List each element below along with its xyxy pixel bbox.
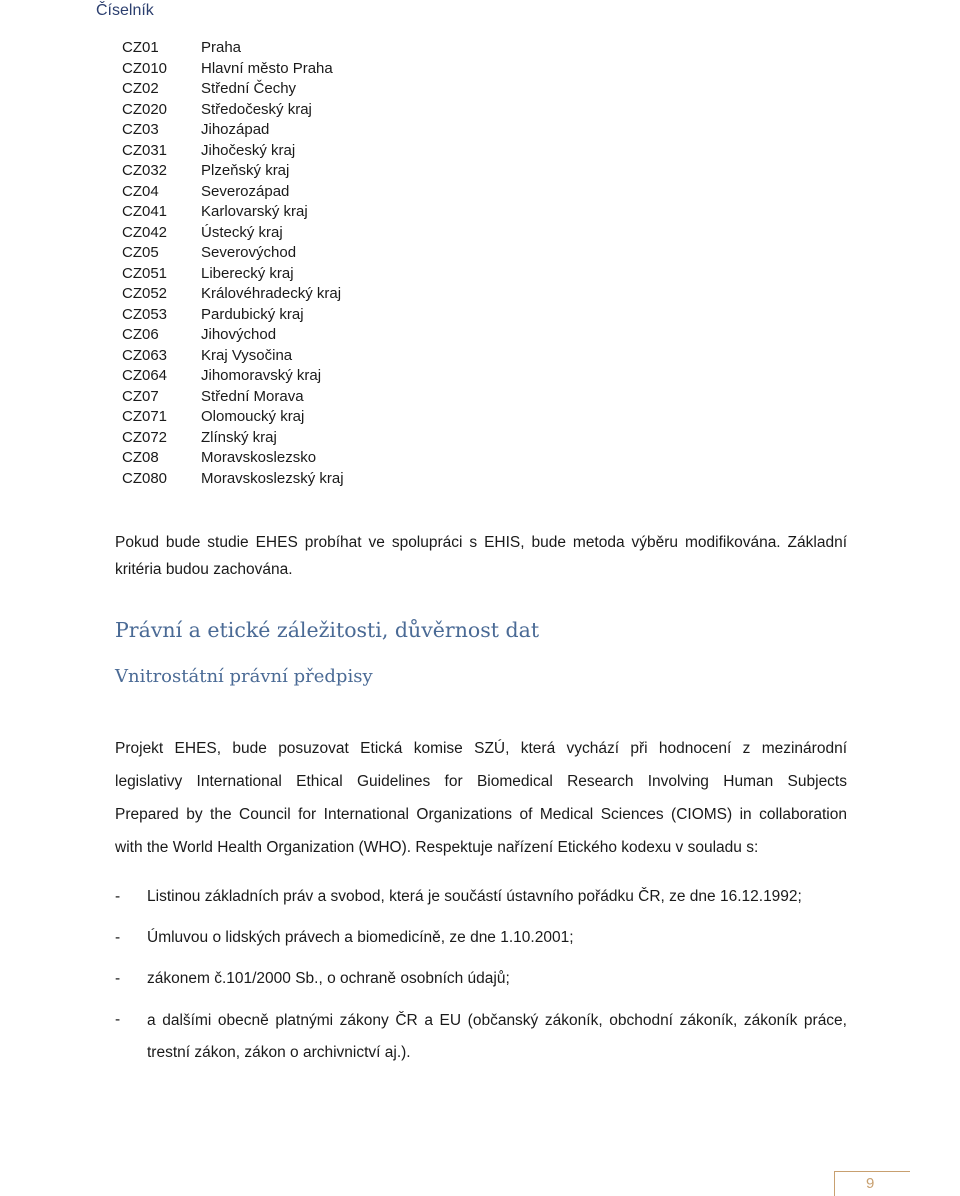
list-item-text: Listinou základních práv a svobod, která je součástí ústavního pořádku ČR, ze dne 16.12.1992; [147,888,802,905]
region-code: CZ051 [122,264,168,282]
bullet-dash: - [115,888,121,905]
region-code: CZ010 [122,59,168,77]
region-code: CZ072 [122,428,168,446]
list-item-text: Úmluvou o lidských právech a biomedicíně, ze dne 1.10.2001; [147,929,574,946]
region-code: CZ052 [122,285,168,302]
region-name: Hlavní město Praha [201,59,333,77]
region-name: Moravskoslezský kraj [201,469,344,487]
bullet-dash: - [115,970,121,987]
intro-line-4: with the World Health Organization (WHO). Respektuje nařízení Etického kodexu v souladu s: [115,839,759,856]
region-code: CZ05 [122,244,159,261]
note-line-1: Pokud bude studie EHES probíhat ve spolupráci s EHIS, bude metoda výběru modifikována. Základní [115,534,847,551]
region-name: Pardubický kraj [201,305,304,323]
region-name: Jihomoravský kraj [201,367,322,384]
region-code: CZ053 [122,305,168,323]
region-code: CZ08 [122,449,159,466]
region-name: Praha [201,39,242,56]
intro-line-3: Prepared by the Council for International Organizations of Medical Sciences (CIOMS) in collaboration [115,806,847,823]
bullet-dash: - [115,929,121,946]
intro-line-2: legislativy International Ethical Guidelines for Biomedical Research Involving Human Subjects [115,773,847,790]
region-name: Středočeský kraj [201,100,312,118]
region-code: CZ04 [122,182,159,200]
region-code: CZ07 [122,387,159,405]
region-code: CZ042 [122,223,168,241]
region-code: CZ020 [122,100,168,118]
bullet-dash: - [115,1011,121,1028]
region-code: CZ064 [122,367,168,384]
region-name: Jihozápad [201,121,270,138]
note-line-2: kritéria budou zachována. [115,561,293,578]
region-code: CZ01 [122,39,159,56]
region-code: CZ031 [122,141,168,159]
region-name: Moravskoslezsko [201,449,317,466]
region-code: CZ02 [122,80,159,97]
region-code: CZ041 [122,203,168,220]
page-number: 9 [866,1175,875,1192]
section-heading: Právní a etické záležitosti, důvěrnost dat [115,618,540,642]
region-name: Střední Morava [201,387,304,405]
region-name: Střední Čechy [201,80,297,97]
intro-line-1: Projekt EHES, bude posuzovat Etická komise SZÚ, která vychází při hodnocení z mezinárodní [115,740,847,757]
region-code: CZ071 [122,408,168,425]
region-code: CZ063 [122,346,168,364]
region-code: CZ03 [122,121,159,138]
region-name: Zlínský kraj [201,428,277,446]
region-name: Jihovýchod [201,326,277,343]
region-code: CZ080 [122,469,168,487]
region-name: Ústecký kraj [201,223,283,241]
section-subheading: Vnitrostátní právní předpisy [115,666,373,687]
section-header-label: Číselník [96,2,154,19]
region-name: Severozápad [201,182,290,200]
region-name: Jihočeský kraj [201,141,296,159]
list-item-text: zákonem č.101/2000 Sb., o ochraně osobních údajů; [147,970,510,987]
list-item-text: a dalšími obecně platnými zákony ČR a EU (občanský zákoník, obchodní zákoník, zákoník práce, trestní zákon, zákon o archivnictví aj.). [147,1012,847,1061]
region-name: Olomoucký kraj [201,408,305,425]
region-code: CZ032 [122,162,168,179]
region-name: Plzeňský kraj [201,162,290,179]
region-name: Karlovarský kraj [201,203,308,220]
region-name: Severovýchod [201,244,297,261]
region-name: Liberecký kraj [201,264,294,282]
region-name: Kraj Vysočina [201,346,293,364]
region-name: Královéhradecký kraj [201,285,342,302]
region-code: CZ06 [122,326,159,343]
